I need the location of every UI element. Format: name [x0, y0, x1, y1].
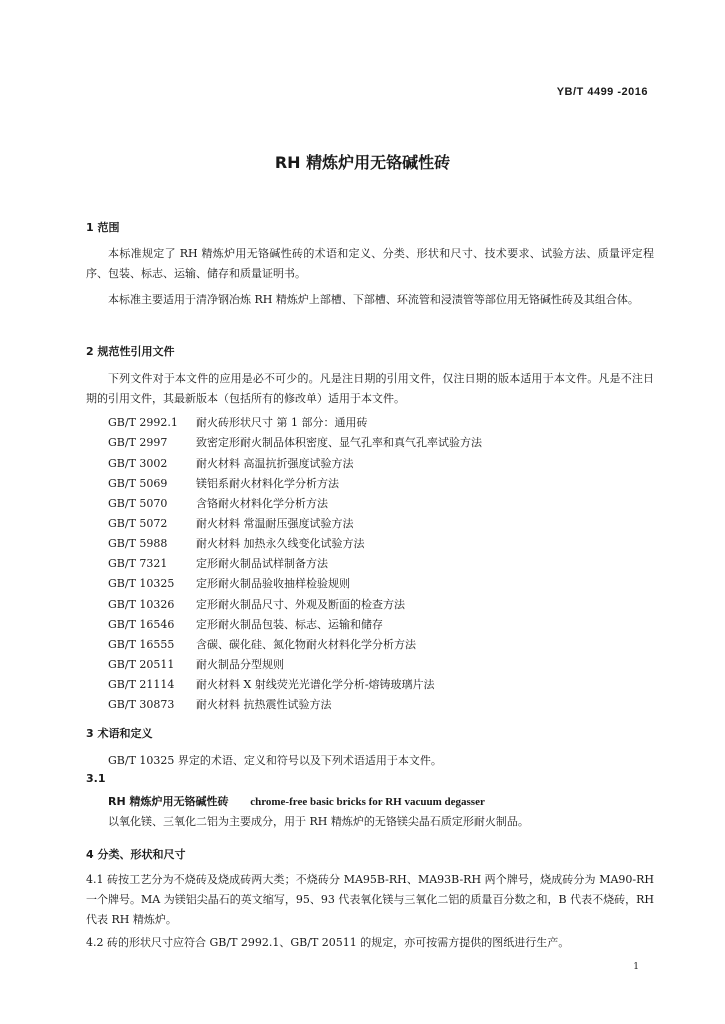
section-4-heading: 4 分类、形状和尺寸 — [86, 848, 186, 861]
clause-4-1: 4.1 砖按工艺分为不烧砖及烧成砖两大类；不烧砖分 MA95B-RH、MA93B-RH 两个牌号，烧成砖分为 MA90-RH 一个牌号。MA 为镁铝尖晶石的英文缩写，95、93 代表氧化镁与三氧化二铝的质量百分数之和，B 代表不烧砖，RH 代表 RH 精炼炉。 — [86, 873, 654, 926]
section-3-heading: 3 术语和定义 — [86, 727, 153, 740]
reference-title: 定形耐火制品包装、标志、运输和储存 — [196, 618, 383, 631]
reference-title: 定形耐火制品尺寸、外观及断面的检查方法 — [196, 598, 405, 611]
section-2-heading: 2 规范性引用文件 — [86, 345, 175, 358]
reference-item — [108, 575, 350, 591]
reference-code: GB/T 16555 — [108, 638, 175, 651]
term-entry — [108, 793, 485, 809]
section-1-paragraph-1: 本标准规定了 RH 精炼炉用无铬碱性砖的术语和定义、分类、形状和尺寸、技术要求、试验方法、质量评定程序、包装、标志、运输、储存和质量证明书。 — [86, 247, 654, 280]
reference-code: GB/T 16546 — [108, 618, 175, 631]
reference-code: GB/T 30873 — [108, 698, 175, 711]
reference-item — [108, 535, 365, 551]
reference-code: GB/T 5070 — [108, 497, 168, 510]
term-chinese: RH 精炼炉用无铬碱性砖 — [108, 795, 229, 808]
reference-code: GB/T 21114 — [108, 678, 175, 691]
section-2-paragraph-1: 下列文件对于本文件的应用是必不可少的。凡是注日期的引用文件，仅注日期的版本适用于本文件。凡是不注日期的引用文件，其最新版本（包括所有的修改单）适用于本文件。 — [86, 372, 654, 405]
term-english: chrome-free basic bricks for RH vacuum degasser — [250, 796, 485, 808]
reference-item — [108, 676, 435, 692]
reference-title: 耐火材料 加热永久线变化试验方法 — [196, 537, 365, 550]
reference-title: 耐火材料 X 射线荧光光谱化学分析-熔铸玻璃片法 — [196, 678, 435, 691]
reference-title: 耐火材料 常温耐压强度试验方法 — [196, 517, 354, 530]
reference-item — [108, 515, 354, 531]
section-3-paragraph-1: GB/T 10325 界定的术语、定义和符号以及下列术语适用于本文件。 — [108, 754, 442, 767]
reference-title: 耐火制品分型规则 — [196, 658, 284, 671]
reference-code: GB/T 2992.1 — [108, 416, 178, 429]
reference-code: GB/T 10326 — [108, 598, 175, 611]
reference-code: GB/T 7321 — [108, 557, 168, 570]
reference-title: 镁铝系耐火材料化学分析方法 — [196, 477, 339, 490]
reference-item — [108, 475, 339, 491]
reference-code: GB/T 2997 — [108, 436, 168, 449]
section-1-paragraph-2: 本标准主要适用于清净钢冶炼 RH 精炼炉上部槽、下部槽、环流管和浸渍管等部位用无铬碱性砖及其组合体。 — [108, 293, 639, 306]
subsection-number: 3.1 — [86, 772, 106, 785]
document-title: RH 精炼炉用无铬碱性砖 — [274, 153, 451, 172]
reference-item — [108, 555, 328, 571]
clause-4-2: 4.2 砖的形状尺寸应符合 GB/T 2992.1、GB/T 20511 的规定，亦可按需方提供的图纸进行生产。 — [86, 936, 570, 949]
reference-item — [108, 616, 383, 632]
reference-code: GB/T 5069 — [108, 477, 168, 490]
reference-code: GB/T 10325 — [108, 577, 175, 590]
reference-title: 耐火材料 高温抗折强度试验方法 — [196, 457, 354, 470]
reference-title: 定形耐火制品试样制备方法 — [196, 557, 328, 570]
reference-item — [108, 636, 416, 652]
page-number: 1 — [633, 962, 639, 972]
reference-title: 耐火材料 抗热震性试验方法 — [196, 698, 332, 711]
reference-code: GB/T 5072 — [108, 517, 168, 530]
section-1-heading: 1 范围 — [86, 221, 120, 234]
reference-code: GB/T 5988 — [108, 537, 168, 550]
standard-code: YB/T 4499 -2016 — [556, 86, 648, 98]
reference-item — [108, 696, 332, 712]
reference-title: 含碳、碳化硅、氮化物耐火材料化学分析方法 — [196, 638, 416, 651]
reference-title: 耐火砖形状尺寸 第 1 部分：通用砖 — [196, 416, 368, 429]
reference-item — [108, 455, 354, 471]
reference-item — [108, 656, 284, 672]
reference-item — [108, 414, 368, 430]
reference-item — [108, 434, 482, 450]
reference-title: 定形耐火制品验收抽样检验规则 — [196, 577, 350, 590]
reference-item — [108, 495, 328, 511]
term-definition: 以氧化镁、三氧化二铝为主要成分，用于 RH 精炼炉的无铬镁尖晶石质定形耐火制品。 — [108, 815, 529, 828]
reference-title: 含铬耐火材料化学分析方法 — [196, 497, 328, 510]
reference-code: GB/T 3002 — [108, 457, 168, 470]
reference-title: 致密定形耐火制品体积密度、显气孔率和真气孔率试验方法 — [196, 436, 482, 449]
reference-code: GB/T 20511 — [108, 658, 175, 671]
reference-item — [108, 596, 405, 612]
